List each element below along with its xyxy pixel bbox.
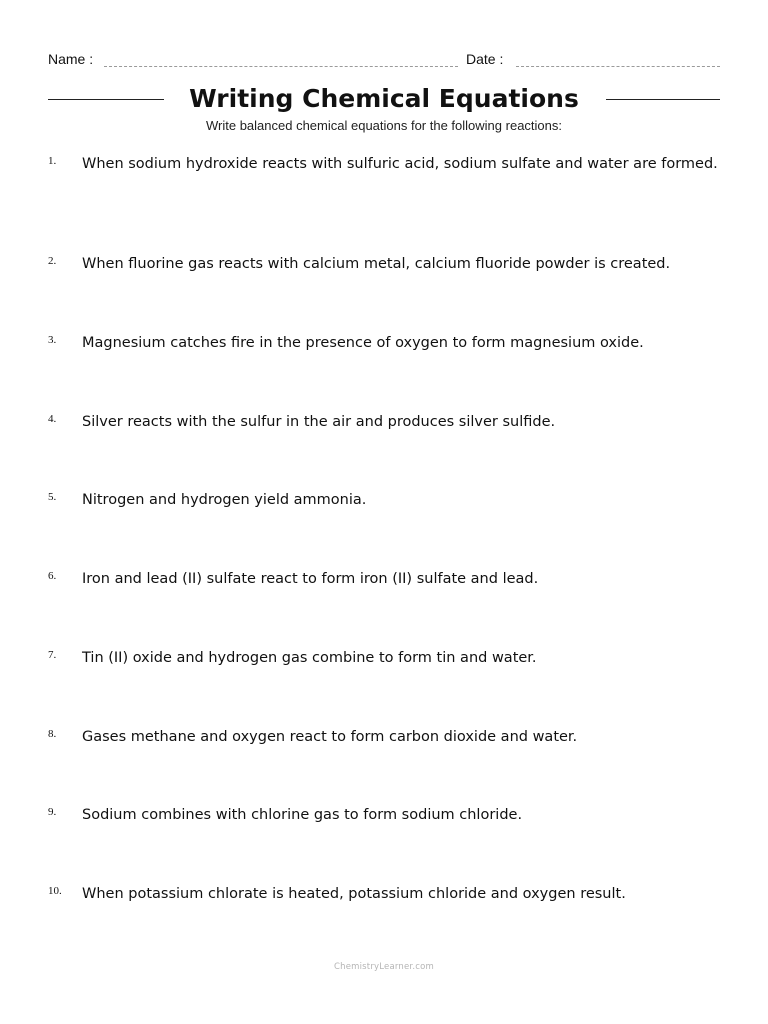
question-text: Sodium combines with chlorine gas to form sodium chloride.	[82, 807, 523, 823]
question-number: 9.	[48, 806, 57, 818]
question-number: 1.	[48, 155, 57, 167]
question-text: Tin (II) oxide and hydrogen gas combine to form tin and water.	[82, 650, 537, 666]
date-field-line[interactable]	[516, 66, 720, 67]
question-number: 10.	[48, 885, 62, 897]
name-date-row	[48, 50, 720, 72]
question-text: When sodium hydroxide reacts with sulfuric acid, sodium sulfate and water are formed.	[82, 156, 718, 172]
question-number: 7.	[48, 649, 57, 661]
question-number: 4.	[48, 413, 57, 425]
question-text: Gases methane and oxygen react to form carbon dioxide and water.	[82, 729, 578, 745]
question-number: 5.	[48, 491, 57, 503]
question-text: When fluorine gas reacts with calcium metal, calcium fluoride powder is created.	[82, 256, 671, 272]
title-rule-right	[606, 99, 720, 100]
date-label: Date :	[466, 51, 504, 67]
question-text: Nitrogen and hydrogen yield ammonia.	[82, 492, 367, 508]
question-text: When potassium chlorate is heated, potassium chloride and oxygen result.	[82, 886, 626, 902]
question-number: 8.	[48, 728, 57, 740]
question-number: 2.	[48, 255, 57, 267]
name-label: Name :	[48, 51, 94, 67]
title-row	[48, 82, 720, 118]
page-title: Writing Chemical Equations	[189, 84, 579, 113]
question-text: Silver reacts with the sulfur in the air and produces silver sulfide.	[82, 414, 556, 430]
name-field-line[interactable]	[104, 66, 458, 67]
question-text: Iron and lead (II) sulfate react to form iron (II) sulfate and lead.	[82, 571, 539, 587]
question-number: 3.	[48, 334, 57, 346]
instructions: Write balanced chemical equations for the following reactions:	[205, 118, 562, 133]
footer-watermark: ChemistryLearner.com	[333, 962, 435, 972]
question-text: Magnesium catches fire in the presence of oxygen to form magnesium oxide.	[82, 335, 644, 351]
question-number: 6.	[48, 570, 57, 582]
